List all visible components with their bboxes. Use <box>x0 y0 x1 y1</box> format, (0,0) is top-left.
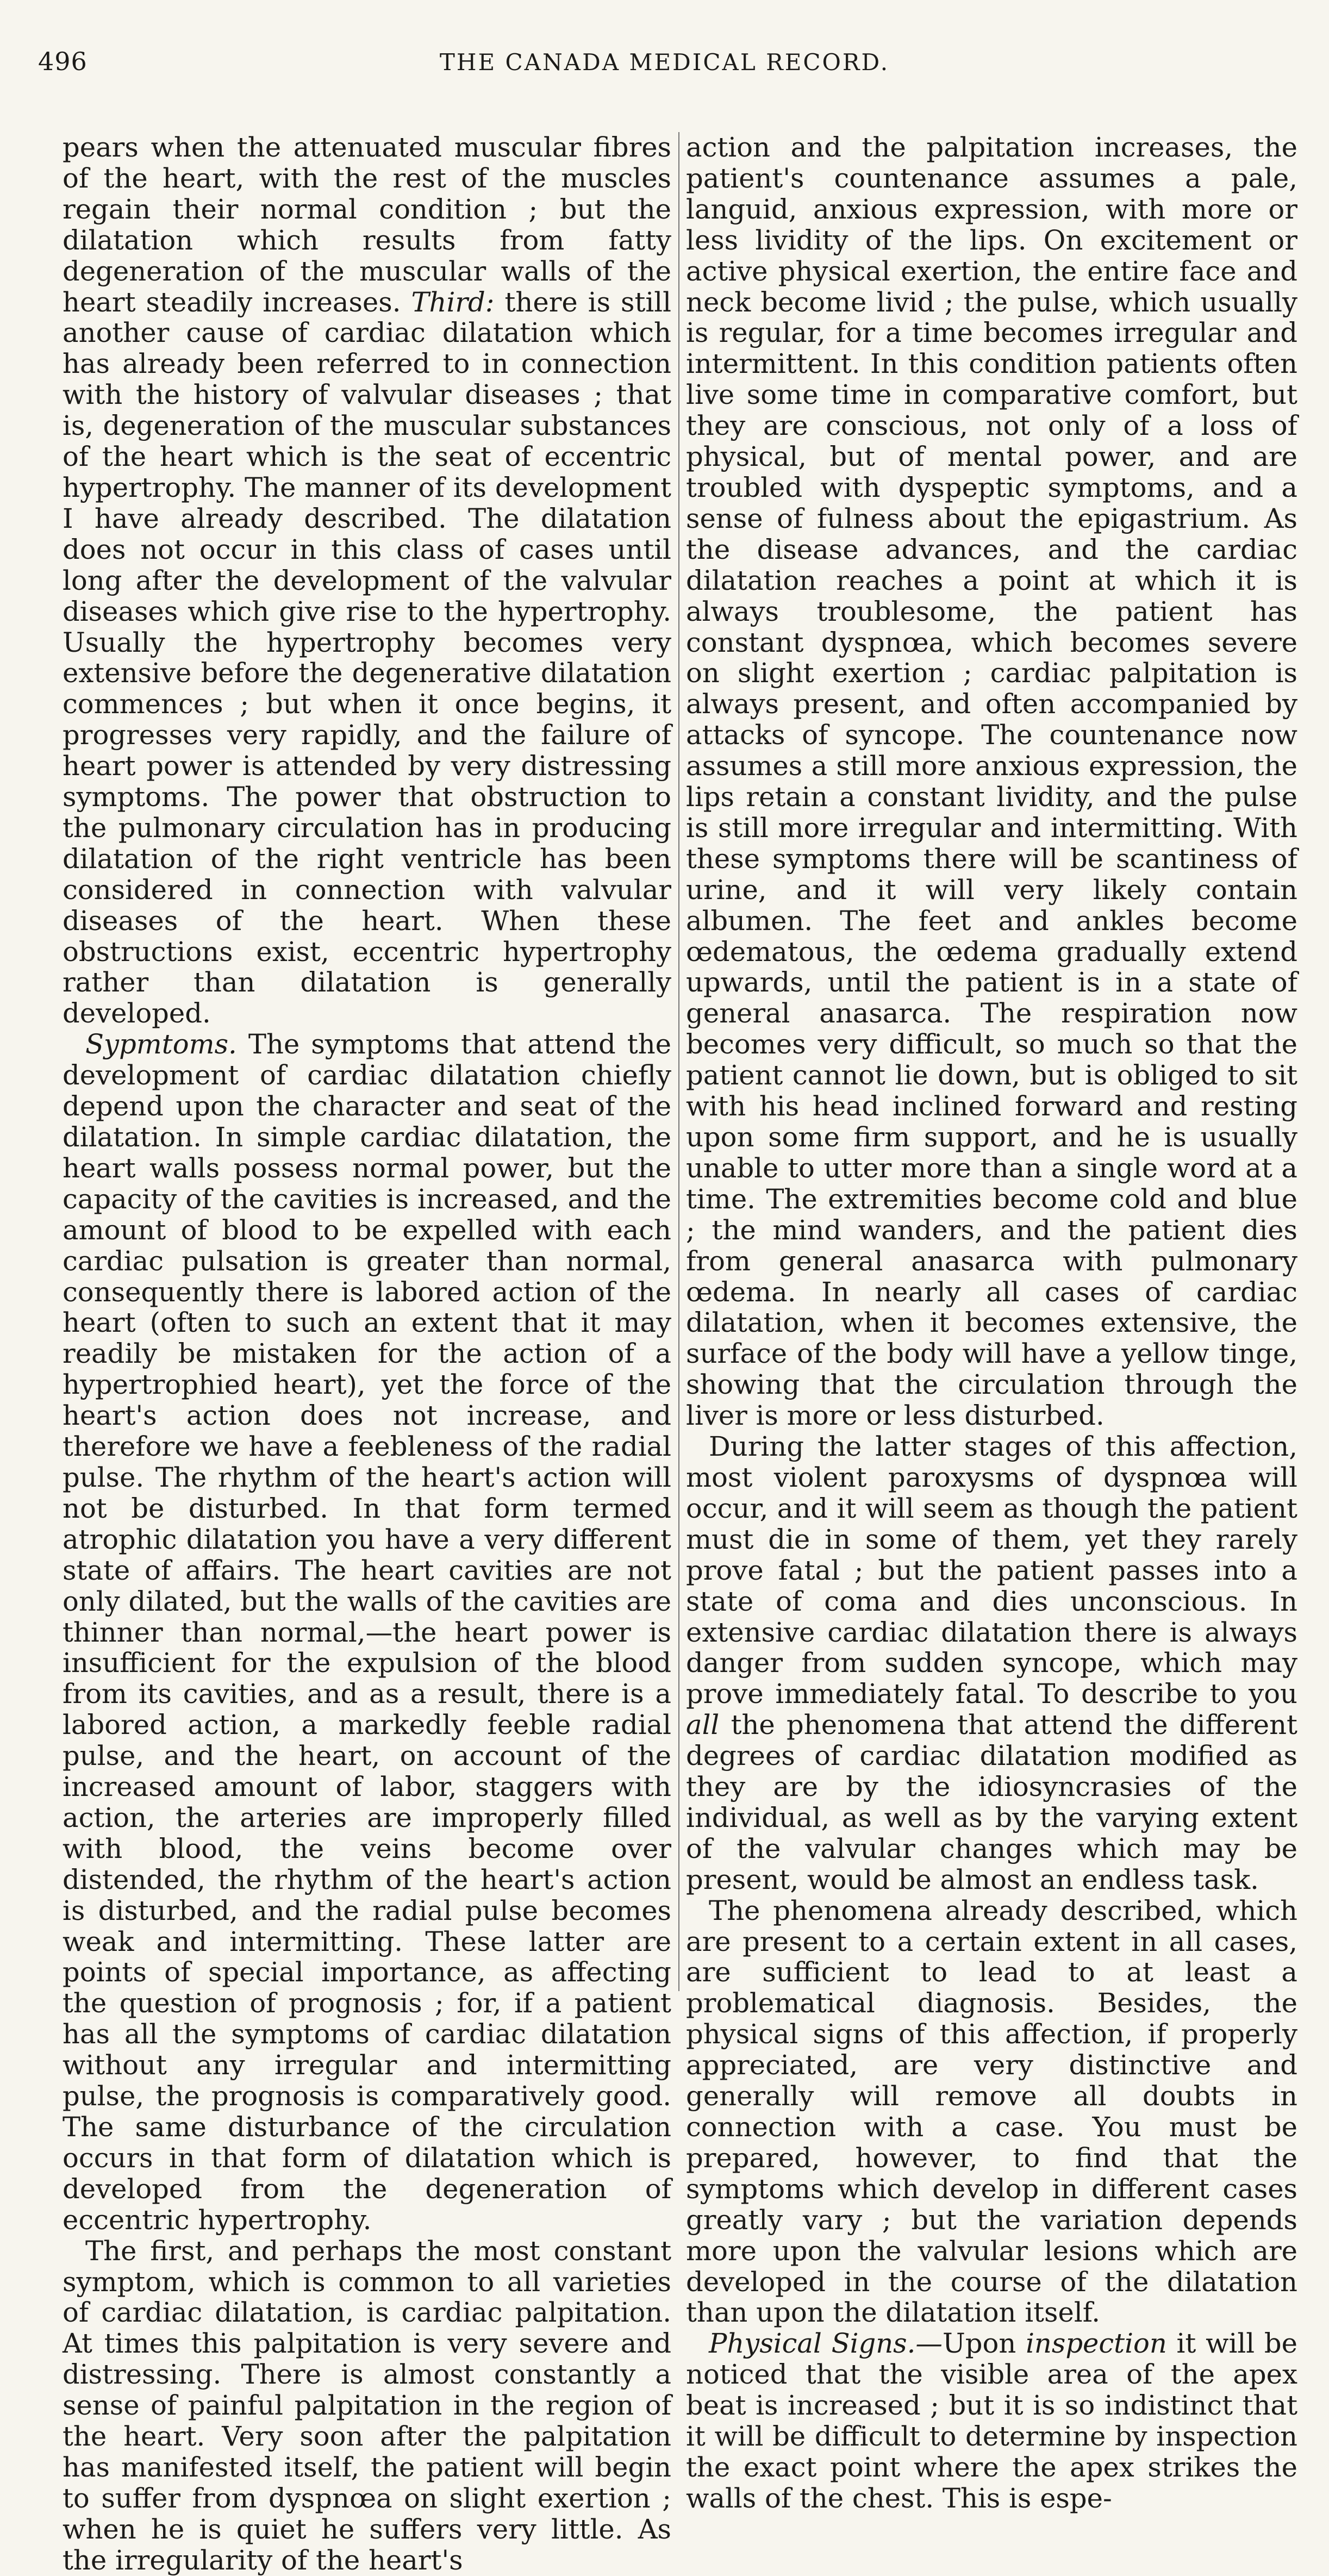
paragraph-latter-stages <box>686 1431 1297 1895</box>
section-label: Sypmtoms. <box>85 1028 237 1061</box>
text: The symptoms that attend the development of cardiac dilatation chiefly depend upon the character and seat of the dilatation. In simple cardiac dilatation, the heart walls possess normal power, but the capacity of the cavities is increased, and the amount of blood to be expelled with each cardiac pulsation is greater than normal, consequently there is labored action of the heart (often to such an extent that it may readily be mistaken for the action of a hypertrophied heart), yet the force of the heart's action does not increase, and therefore we have a feebleness of the radial pulse. The rhythm of the heart's action will not be disturbed. In that form termed atrophic dilatation you have a very different state of affairs. The heart cavities are not only dilated, but the walls of the cavities are thinner than normal,—the heart power is insufficient for the expulsion of the blood from its cavities, and as a result, there is a labored action, a markedly feeble radial pulse, and the heart, on account of the increased amount of labor, staggers with action, the arteries are improperly filled with blood, the veins become over distended, the rhythm of the heart's action is disturbed, and the radial pulse becomes weak and intermitting. These latter are points of special importance, as affecting the question of prognosis ; for, if a patient has all the symptoms of cardiac dilatation without any irregular and intermitting pulse, the prognosis is comparatively good. The same disturbance of the circulation occurs in that form of dilatation which is developed from the degeneration of eccentric hypertrophy. <box>63 1028 672 2236</box>
text: there is still another cause of cardiac dilatation which has already been referred to in connection with the history of valvular diseases ; that is, degeneration of the muscular substances of the heart which is the seat of eccentric hypertrophy. The manner of its development I have already described. The dilatation does not occur in this class of cases until long after the development of the valvular diseases which give rise to the hypertrophy. Usually the hypertrophy becomes very extensive before the degenerative dilatation commences ; but when it once begins, it progresses very rapidly, and the failure of heart power is attended by very distressing symptoms. The power that obstruction to the pulmonary circulation has in producing dilatation of the right ventricle has been considered in connection with valvular diseases of the heart. When these obstructions exist, eccentric hypertrophy rather than dilatation is generally developed. <box>63 286 671 1030</box>
right-column <box>686 132 1297 2514</box>
left-column <box>63 132 672 2576</box>
italic-term: Third: <box>411 286 495 318</box>
paragraph-palpitation <box>63 2236 671 2576</box>
text: pears when the attenuated muscular fibres of the heart, with the rest of the muscles regain their normal condition ; but the dilatation which results from fatty degeneration of the muscular walls of the heart steadily increases. <box>63 132 671 318</box>
paragraph-third-cause <box>63 132 671 1029</box>
page-number: 496 <box>38 47 88 76</box>
text: The first, and perhaps the most constant symptom, which is common to all varieties of cardiac dilatation, is cardiac palpitation. At times this palpitation is very severe and distressing. There is almost constantly a sense of painful palpitation in the region of the heart. Very soon after the palpitation has manifested itself, the patient will begin to suffer from dyspnœa on slight exertion ; when he is quiet he suffers very little. As the irregularity of the heart's <box>63 2235 671 2576</box>
page-header <box>38 47 1291 90</box>
paragraph-physical-signs <box>686 2328 1297 2513</box>
running-head: THE CANADA MEDICAL RECORD. <box>439 49 890 76</box>
section-label: Physical Signs.— <box>709 2328 943 2360</box>
column-divider <box>678 132 679 1991</box>
italic-term: inspection <box>1026 2328 1167 2360</box>
text: During the latter stages of this affection, most violent paroxysms of dyspnœa will occur, and it will seem as though the patient must die in some of them, yet they rarely prove fatal ; but the patient passes into a state of coma and dies unconscious. In extensive cardiac dilatation there is always danger from sudden syncope, which may prove immediately fatal. To describe to you <box>686 1431 1297 1710</box>
text: action and the palpitation increases, the patient's countenance assumes a pale, languid, anxious expression, with more or less lividity of the lips. On excitement or active physical exertion, the entire face and neck become livid ; the pulse, which usually is regular, for a time becomes irregular and intermittent. In this condition patients often live some time in comparative comfort, but they are conscious, not only of a loss of physical, but of mental power, and are troubled with dyspeptic symptoms, and a sense of fulness about the epigastrium. As the disease advances, and the cardiac dilatation reaches a point at which it is always troublesome, the patient has constant dyspnœa, which becomes severe on slight exertion ; cardiac palpitation is always present, and often accompanied by attacks of syncope. The countenance now assumes a still more anxious expression, the lips retain a constant lividity, and the pulse is still more irregular and intermitting. With these symptoms there will be scantiness of urine, and it will very likely contain albumen. The feet and ankles become œdematous, the œdema gradually extend upwards, until the patient is in a state of general anasarca. The respiration now becomes very difficult, so much so that the patient cannot lie down, but is obliged to sit with his head inclined forward and resting upon some firm support, and he is usually unable to utter more than a single word at a time. The extremities become cold and blue ; the mind wanders, and the patient dies from general anasarca with pulmonary œdema. In nearly all cases of cardiac dilatation, when it becomes extensive, the surface of the body will have a yellow tinge, showing that the circulation through the liver is more or less disturbed. <box>686 132 1297 1432</box>
text: the phenomena that attend the different degrees of cardiac dilatation modified as they are by the idiosyncrasies of the individual, as well as by the varying extent of the valvular changes which may be present, would be almost an endless task. <box>686 1709 1297 1895</box>
paragraph-progression <box>686 132 1297 1431</box>
text: Upon <box>942 2328 1016 2360</box>
italic-term: all <box>686 1709 720 1741</box>
paragraph-diagnosis <box>686 1895 1297 2329</box>
text: The phenomena already described, which are present to a certain extent in all cases, are sufficient to lead to at least a problematical diagnosis. Besides, the physical signs of this affection, if properly appreciated, are very distinctive and generally will remove all doubts in connection with a case. You must be prepared, however, to find that the symptoms which develop in different cases greatly vary ; but the variation depends more upon the valvular lesions which are developed in the course of the dilatation than upon the dilatation itself. <box>686 1894 1297 2329</box>
text: it will be noticed that the visible area of the apex beat is increased ; but it is so indistinct that it will be difficult to determine by inspection the exact point where the apex strikes the walls of the chest. This is espe- <box>686 2328 1297 2514</box>
paragraph-symptoms <box>63 1029 671 2235</box>
